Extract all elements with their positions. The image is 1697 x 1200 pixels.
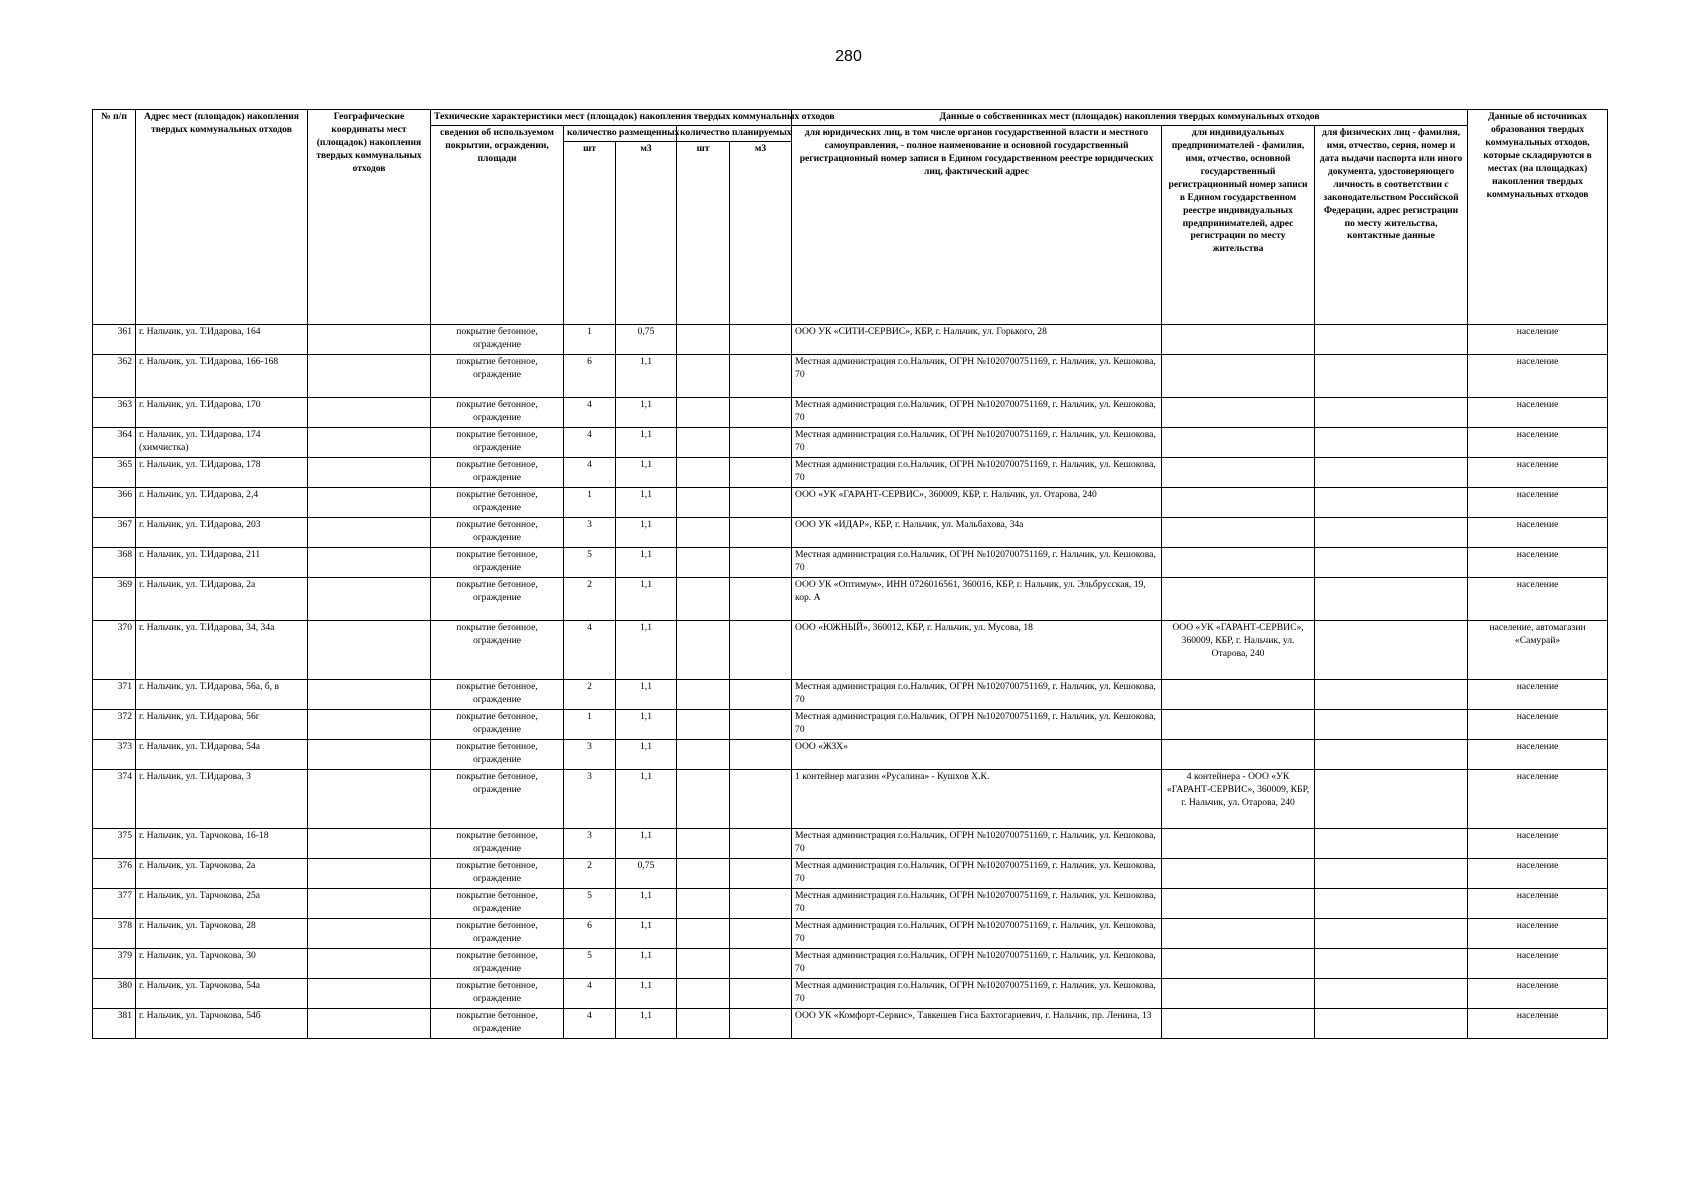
owner-individual [1315, 769, 1468, 828]
owner-individual [1315, 888, 1468, 918]
planned-volume [730, 828, 792, 858]
owner-legal-entity: Местная администрация г.о.Нальчик, ОГРН №1020700751169, г. Нальчик, ул. Кешокова, 70 [792, 858, 1162, 888]
planned-count [677, 709, 730, 739]
header-unit-m3: м3 [616, 141, 677, 324]
geo-coordinates [308, 427, 431, 457]
geo-coordinates [308, 978, 431, 1008]
row-number: 373 [93, 739, 136, 769]
site-address: г. Нальчик, ул. Т.Идарова, 166-168 [136, 354, 308, 397]
owner-individual-entrepreneur [1162, 948, 1315, 978]
container-volume: 0,75 [616, 858, 677, 888]
planned-count [677, 354, 730, 397]
table-header [93, 110, 1608, 325]
waste-source: население [1468, 397, 1608, 427]
geo-coordinates [308, 457, 431, 487]
owner-individual [1315, 679, 1468, 709]
site-address: г. Нальчик, ул. Тарчокова, 16-18 [136, 828, 308, 858]
table-row [93, 324, 1608, 354]
owner-individual [1315, 487, 1468, 517]
owner-individual [1315, 324, 1468, 354]
waste-source: население [1468, 354, 1608, 397]
waste-source: население [1468, 324, 1608, 354]
container-volume: 1,1 [616, 547, 677, 577]
row-number: 370 [93, 620, 136, 679]
table-row [93, 354, 1608, 397]
waste-source: население [1468, 457, 1608, 487]
planned-count [677, 978, 730, 1008]
header-ip: для индивидуальных предпринимателей - фамилия, имя, отчество, основной государственный регистрационный номер записи в Едином государственном реестре индивидуальных предпринимателей, адрес регистрации по месту жительства [1162, 125, 1315, 324]
header-owners: Данные о собственниках мест (площадок) накопления твердых коммунальных отходов [792, 110, 1468, 126]
container-volume: 1,1 [616, 354, 677, 397]
header-num: № п/п [93, 110, 136, 325]
surface-info: покрытие бетонное, ограждение [431, 978, 564, 1008]
surface-info: покрытие бетонное, ограждение [431, 858, 564, 888]
table-row [93, 918, 1608, 948]
owner-legal-entity: Местная администрация г.о.Нальчик, ОГРН №1020700751169, г. Нальчик, ул. Кешокова, 70 [792, 679, 1162, 709]
table-row [93, 978, 1608, 1008]
site-address: г. Нальчик, ул. Тарчокова, 54б [136, 1008, 308, 1038]
owner-legal-entity: Местная администрация г.о.Нальчик, ОГРН №1020700751169, г. Нальчик, ул. Кешокова, 70 [792, 888, 1162, 918]
row-number: 374 [93, 769, 136, 828]
owner-individual [1315, 739, 1468, 769]
surface-info: покрытие бетонное, ограждение [431, 888, 564, 918]
planned-volume [730, 888, 792, 918]
owner-legal-entity: Местная администрация г.о.Нальчик, ОГРН №1020700751169, г. Нальчик, ул. Кешокова, 70 [792, 397, 1162, 427]
waste-source: население [1468, 679, 1608, 709]
row-number: 362 [93, 354, 136, 397]
owner-legal-entity: 1 контейнер магазин «Русалина» - Кушхов Х.К. [792, 769, 1162, 828]
header-unit-pcs: шт [564, 141, 616, 324]
container-count: 5 [564, 547, 616, 577]
geo-coordinates [308, 769, 431, 828]
surface-info: покрытие бетонное, ограждение [431, 948, 564, 978]
container-count: 2 [564, 679, 616, 709]
container-volume: 1,1 [616, 1008, 677, 1038]
header-address: Адрес мест (площадок) накопления твердых коммунальных отходов [136, 110, 308, 325]
header-count-planned-label: количество планируемых [680, 126, 792, 138]
surface-info: покрытие бетонное, ограждение [431, 709, 564, 739]
planned-volume [730, 858, 792, 888]
row-number: 376 [93, 858, 136, 888]
row-number: 380 [93, 978, 136, 1008]
container-count: 5 [564, 888, 616, 918]
header-tech [431, 110, 835, 126]
planned-volume [730, 709, 792, 739]
planned-volume [730, 679, 792, 709]
surface-info: покрытие бетонное, ограждение [431, 324, 564, 354]
container-volume: 1,1 [616, 918, 677, 948]
geo-coordinates [308, 858, 431, 888]
row-number: 372 [93, 709, 136, 739]
waste-source: население [1468, 858, 1608, 888]
row-number: 381 [93, 1008, 136, 1038]
geo-coordinates [308, 1008, 431, 1038]
owner-individual [1315, 620, 1468, 679]
header-tech-label: Технические характеристики мест (площадок) накопления твердых коммунальных отходов [434, 111, 835, 122]
table-row [93, 487, 1608, 517]
site-address: г. Нальчик, ул. Т.Идарова, 56г [136, 709, 308, 739]
surface-info: покрытие бетонное, ограждение [431, 739, 564, 769]
owner-individual-entrepreneur [1162, 577, 1315, 620]
planned-count [677, 427, 730, 457]
waste-source: население [1468, 948, 1608, 978]
owner-individual-entrepreneur [1162, 978, 1315, 1008]
waste-source: население [1468, 517, 1608, 547]
planned-volume [730, 324, 792, 354]
container-count: 6 [564, 918, 616, 948]
table-row [93, 620, 1608, 679]
site-address: г. Нальчик, ул. Т.Идарова, 178 [136, 457, 308, 487]
planned-count [677, 457, 730, 487]
site-address: г. Нальчик, ул. Т.Идарова, 2,4 [136, 487, 308, 517]
owner-individual [1315, 858, 1468, 888]
geo-coordinates [308, 487, 431, 517]
table-row [93, 679, 1608, 709]
site-address: г. Нальчик, ул. Т.Идарова, 3 [136, 769, 308, 828]
owner-individual-entrepreneur [1162, 397, 1315, 427]
owner-individual [1315, 1008, 1468, 1038]
planned-volume [730, 948, 792, 978]
waste-source: население [1468, 918, 1608, 948]
row-number: 378 [93, 918, 136, 948]
planned-volume [730, 1008, 792, 1038]
header-legal: для юридических лиц, в том числе органов государственной власти и местного самоуправления, - полное наименование и основной государственный регистрационный номер записи в Едином государственном реестре юридических лиц, фактический адрес [792, 125, 1162, 324]
planned-volume [730, 918, 792, 948]
site-address: г. Нальчик, ул. Тарчокова, 30 [136, 948, 308, 978]
surface-info: покрытие бетонное, ограждение [431, 918, 564, 948]
owner-individual [1315, 517, 1468, 547]
planned-volume [730, 577, 792, 620]
owner-individual-entrepreneur [1162, 324, 1315, 354]
container-count: 3 [564, 517, 616, 547]
table-row [93, 397, 1608, 427]
owner-legal-entity: ООО «ЖЗХ» [792, 739, 1162, 769]
row-number: 368 [93, 547, 136, 577]
owner-legal-entity: ООО УК «Оптимум», ИНН 0726016561, 360016, КБР, г. Нальчик, ул. Эльбрусская, 19, кор. А [792, 577, 1162, 620]
owner-individual-entrepreneur [1162, 427, 1315, 457]
table-row [93, 1008, 1608, 1038]
owner-individual-entrepreneur [1162, 457, 1315, 487]
row-number: 367 [93, 517, 136, 547]
site-address: г. Нальчик, ул. Т.Идарова, 54а [136, 739, 308, 769]
container-volume: 1,1 [616, 769, 677, 828]
container-count: 1 [564, 709, 616, 739]
container-volume: 1,1 [616, 888, 677, 918]
site-address: г. Нальчик, ул. Т.Идарова, 174 (химчистка) [136, 427, 308, 457]
owner-individual-entrepreneur: 4 контейнера - ООО «УК «ГАРАНТ-СЕРВИС», 360009, КБР, г. Нальчик, ул. Отарова, 240 [1162, 769, 1315, 828]
page-number: 280 [835, 48, 862, 65]
surface-info: покрытие бетонное, ограждение [431, 620, 564, 679]
surface-info: покрытие бетонное, ограждение [431, 769, 564, 828]
owner-individual-entrepreneur [1162, 354, 1315, 397]
row-number: 365 [93, 457, 136, 487]
container-volume: 1,1 [616, 397, 677, 427]
surface-info: покрытие бетонное, ограждение [431, 397, 564, 427]
planned-count [677, 679, 730, 709]
planned-count [677, 918, 730, 948]
row-number: 375 [93, 828, 136, 858]
planned-volume [730, 769, 792, 828]
planned-count [677, 769, 730, 828]
waste-source: население [1468, 769, 1608, 828]
waste-source: население [1468, 978, 1608, 1008]
geo-coordinates [308, 397, 431, 427]
surface-info: покрытие бетонное, ограждение [431, 547, 564, 577]
header-geo: Географические координаты мест (площадок) накопления твердых коммунальных отходов [308, 110, 431, 325]
owner-legal-entity: ООО «ЮЖНЫЙ», 360012, КБР, г. Нальчик, ул. Мусова, 18 [792, 620, 1162, 679]
container-count: 2 [564, 577, 616, 620]
site-address: г. Нальчик, ул. Т.Идарова, 56а, б, в [136, 679, 308, 709]
container-volume: 1,1 [616, 427, 677, 457]
owner-legal-entity: Местная администрация г.о.Нальчик, ОГРН №1020700751169, г. Нальчик, ул. Кешокова, 70 [792, 427, 1162, 457]
surface-info: покрытие бетонное, ограждение [431, 828, 564, 858]
planned-count [677, 1008, 730, 1038]
table-row [93, 888, 1608, 918]
waste-source: население [1468, 709, 1608, 739]
owner-individual [1315, 577, 1468, 620]
container-count: 4 [564, 397, 616, 427]
container-volume: 1,1 [616, 709, 677, 739]
owner-legal-entity: ООО УК «СИТИ-СЕРВИС», КБР, г. Нальчик, ул. Горького, 28 [792, 324, 1162, 354]
surface-info: покрытие бетонное, ограждение [431, 354, 564, 397]
row-number: 371 [93, 679, 136, 709]
owner-individual-entrepreneur [1162, 858, 1315, 888]
site-address: г. Нальчик, ул. Т.Идарова, 2а [136, 577, 308, 620]
planned-count [677, 739, 730, 769]
table-row [93, 709, 1608, 739]
header-count-placed [564, 125, 680, 141]
surface-info: покрытие бетонное, ограждение [431, 517, 564, 547]
site-address: г. Нальчик, ул. Тарчокова, 25а [136, 888, 308, 918]
owner-individual [1315, 828, 1468, 858]
planned-count [677, 324, 730, 354]
waste-source: население [1468, 487, 1608, 517]
geo-coordinates [308, 547, 431, 577]
geo-coordinates [308, 679, 431, 709]
container-volume: 1,1 [616, 517, 677, 547]
header-phys: для физических лиц - фамилия, имя, отчество, серия, номер и дата выдачи паспорта или иного документа, удостоверяющего личность в соответствии с законодательством Российской Федерации, адрес регистрации по месту жительства, контактные данные [1315, 125, 1468, 324]
row-number: 377 [93, 888, 136, 918]
surface-info: покрытие бетонное, ограждение [431, 679, 564, 709]
waste-source: население [1468, 427, 1608, 457]
planned-volume [730, 397, 792, 427]
surface-info: покрытие бетонное, ограждение [431, 1008, 564, 1038]
owner-individual-entrepreneur [1162, 517, 1315, 547]
planned-volume [730, 354, 792, 397]
planned-count [677, 487, 730, 517]
owner-legal-entity: ООО «УК «ГАРАНТ-СЕРВИС», 360009, КБР, г. Нальчик, ул. Отарова, 240 [792, 487, 1162, 517]
owner-individual-entrepreneur: ООО «УК «ГАРАНТ-СЕРВИС», 360009, КБР, г. Нальчик, ул. Отарова, 240 [1162, 620, 1315, 679]
geo-coordinates [308, 948, 431, 978]
site-address: г. Нальчик, ул. Т.Идарова, 211 [136, 547, 308, 577]
site-address: г. Нальчик, ул. Тарчокова, 2а [136, 858, 308, 888]
header-cover: сведения об используемом покрытии, ограждении, площади [431, 125, 564, 324]
header-sources: Данные об источниках образования твердых коммунальных отходов, которые складируются в местах (на площадках) накопления твердых коммунальных отходов [1468, 110, 1608, 325]
geo-coordinates [308, 709, 431, 739]
planned-volume [730, 427, 792, 457]
container-count: 1 [564, 324, 616, 354]
row-number: 366 [93, 487, 136, 517]
planned-volume [730, 517, 792, 547]
owner-legal-entity: Местная администрация г.о.Нальчик, ОГРН №1020700751169, г. Нальчик, ул. Кешокова, 70 [792, 457, 1162, 487]
table-body [93, 324, 1608, 1038]
container-count: 3 [564, 739, 616, 769]
waste-source: население, автомагазин «Самурай» [1468, 620, 1608, 679]
geo-coordinates [308, 918, 431, 948]
table-row [93, 517, 1608, 547]
waste-source: население [1468, 888, 1608, 918]
container-volume: 0,75 [616, 324, 677, 354]
geo-coordinates [308, 620, 431, 679]
table-row [93, 948, 1608, 978]
site-address: г. Нальчик, ул. Т.Идарова, 203 [136, 517, 308, 547]
container-count: 4 [564, 457, 616, 487]
container-count: 1 [564, 487, 616, 517]
surface-info: покрытие бетонное, ограждение [431, 487, 564, 517]
header-unit-m3-planned: м3 [730, 141, 792, 324]
surface-info: покрытие бетонное, ограждение [431, 427, 564, 457]
surface-info: покрытие бетонное, ограждение [431, 457, 564, 487]
owner-legal-entity: Местная администрация г.о.Нальчик, ОГРН №1020700751169, г. Нальчик, ул. Кешокова, 70 [792, 978, 1162, 1008]
table-row [93, 547, 1608, 577]
planned-count [677, 517, 730, 547]
waste-sites-table [92, 109, 1608, 1039]
geo-coordinates [308, 888, 431, 918]
owner-individual [1315, 547, 1468, 577]
geo-coordinates [308, 354, 431, 397]
planned-count [677, 888, 730, 918]
table-row [93, 769, 1608, 828]
table-row [93, 427, 1608, 457]
owner-individual [1315, 978, 1468, 1008]
container-count: 3 [564, 769, 616, 828]
owner-individual [1315, 918, 1468, 948]
planned-volume [730, 739, 792, 769]
container-count: 5 [564, 948, 616, 978]
waste-source: население [1468, 547, 1608, 577]
geo-coordinates [308, 828, 431, 858]
header-unit-pcs-planned: шт [677, 141, 730, 324]
site-address: г. Нальчик, ул. Т.Идарова, 34, 34а [136, 620, 308, 679]
waste-source: население [1468, 739, 1608, 769]
container-volume: 1,1 [616, 828, 677, 858]
row-number: 364 [93, 427, 136, 457]
table-row [93, 828, 1608, 858]
owner-individual-entrepreneur [1162, 487, 1315, 517]
waste-source: население [1468, 577, 1608, 620]
planned-volume [730, 457, 792, 487]
container-count: 6 [564, 354, 616, 397]
geo-coordinates [308, 517, 431, 547]
header-count-planned [677, 125, 792, 141]
container-count: 4 [564, 620, 616, 679]
waste-source: население [1468, 828, 1608, 858]
owner-individual [1315, 457, 1468, 487]
planned-volume [730, 487, 792, 517]
container-count: 4 [564, 978, 616, 1008]
table-row [93, 457, 1608, 487]
table-row [93, 577, 1608, 620]
table-row [93, 739, 1608, 769]
owner-legal-entity: Местная администрация г.о.Нальчик, ОГРН №1020700751169, г. Нальчик, ул. Кешокова, 70 [792, 354, 1162, 397]
owner-individual [1315, 427, 1468, 457]
geo-coordinates [308, 577, 431, 620]
container-volume: 1,1 [616, 948, 677, 978]
container-volume: 1,1 [616, 577, 677, 620]
planned-volume [730, 978, 792, 1008]
site-address: г. Нальчик, ул. Тарчокова, 54а [136, 978, 308, 1008]
site-address: г. Нальчик, ул. Т.Идарова, 164 [136, 324, 308, 354]
geo-coordinates [308, 324, 431, 354]
geo-coordinates [308, 739, 431, 769]
container-count: 2 [564, 858, 616, 888]
owner-individual-entrepreneur [1162, 1008, 1315, 1038]
owner-individual-entrepreneur [1162, 828, 1315, 858]
owner-legal-entity: ООО УК «ИДАР», КБР, г. Нальчик, ул. Мальбахова, 34а [792, 517, 1162, 547]
owner-individual [1315, 354, 1468, 397]
container-count: 4 [564, 427, 616, 457]
row-number: 363 [93, 397, 136, 427]
owner-legal-entity: Местная администрация г.о.Нальчик, ОГРН №1020700751169, г. Нальчик, ул. Кешокова, 70 [792, 547, 1162, 577]
planned-count [677, 547, 730, 577]
owner-individual [1315, 948, 1468, 978]
row-number: 379 [93, 948, 136, 978]
container-volume: 1,1 [616, 620, 677, 679]
owner-individual [1315, 397, 1468, 427]
owner-individual [1315, 709, 1468, 739]
row-number: 369 [93, 577, 136, 620]
site-address: г. Нальчик, ул. Т.Идарова, 170 [136, 397, 308, 427]
owner-legal-entity: Местная администрация г.о.Нальчик, ОГРН №1020700751169, г. Нальчик, ул. Кешокова, 70 [792, 709, 1162, 739]
planned-count [677, 577, 730, 620]
owner-individual-entrepreneur [1162, 709, 1315, 739]
planned-count [677, 620, 730, 679]
owner-individual-entrepreneur [1162, 918, 1315, 948]
planned-volume [730, 547, 792, 577]
container-volume: 1,1 [616, 739, 677, 769]
container-count: 4 [564, 1008, 616, 1038]
site-address: г. Нальчик, ул. Тарчокова, 28 [136, 918, 308, 948]
container-count: 3 [564, 828, 616, 858]
container-volume: 1,1 [616, 679, 677, 709]
container-volume: 1,1 [616, 457, 677, 487]
planned-count [677, 397, 730, 427]
row-number: 361 [93, 324, 136, 354]
header-count-placed-label: количество размещенных [567, 126, 680, 138]
planned-count [677, 948, 730, 978]
owner-individual-entrepreneur [1162, 547, 1315, 577]
owner-individual-entrepreneur [1162, 739, 1315, 769]
surface-info: покрытие бетонное, ограждение [431, 577, 564, 620]
owner-individual-entrepreneur [1162, 888, 1315, 918]
owner-legal-entity: Местная администрация г.о.Нальчик, ОГРН №1020700751169, г. Нальчик, ул. Кешокова, 70 [792, 948, 1162, 978]
container-volume: 1,1 [616, 978, 677, 1008]
waste-source: население [1468, 1008, 1608, 1038]
planned-count [677, 858, 730, 888]
planned-volume [730, 620, 792, 679]
owner-legal-entity: Местная администрация г.о.Нальчик, ОГРН №1020700751169, г. Нальчик, ул. Кешокова, 70 [792, 918, 1162, 948]
table-row [93, 858, 1608, 888]
owner-legal-entity: Местная администрация г.о.Нальчик, ОГРН №1020700751169, г. Нальчик, ул. Кешокова, 70 [792, 828, 1162, 858]
owner-legal-entity: ООО УК «Комфорт-Сервис», Тавкешев Гиса Бахтогариевич, г. Нальчик, пр. Ленина, 13 [792, 1008, 1162, 1038]
owner-individual-entrepreneur [1162, 679, 1315, 709]
planned-count [677, 828, 730, 858]
container-volume: 1,1 [616, 487, 677, 517]
